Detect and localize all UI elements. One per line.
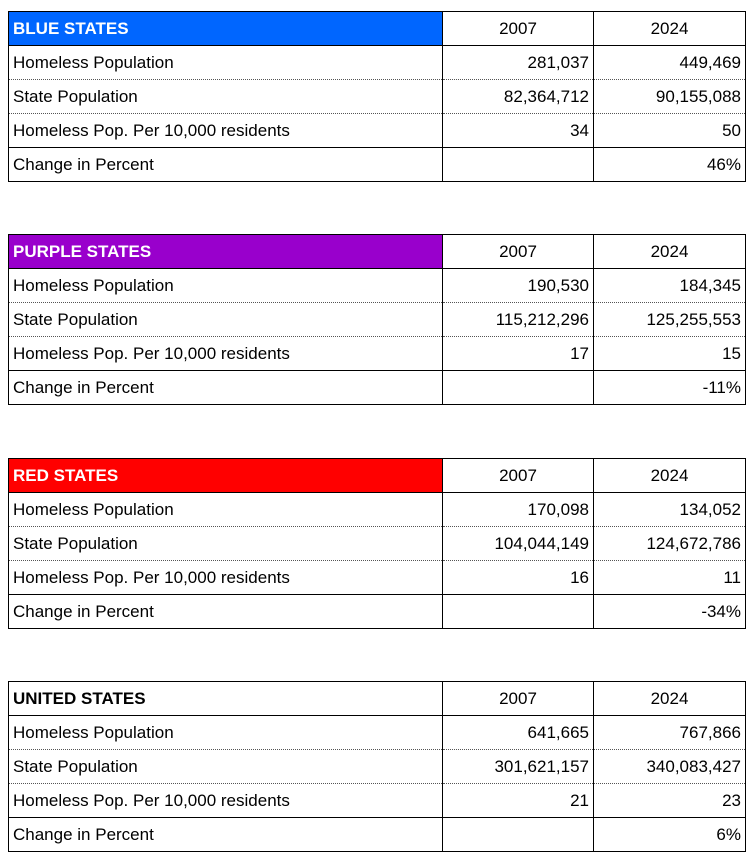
value-2007: 34 xyxy=(443,114,594,148)
value-2024: 767,866 xyxy=(594,716,746,750)
row-label: Homeless Population xyxy=(9,46,443,80)
value-2024: -34% xyxy=(594,595,746,629)
table-row xyxy=(9,561,746,595)
value-2007: 21 xyxy=(443,784,594,818)
table-row xyxy=(9,303,746,337)
row-label: State Population xyxy=(9,80,443,114)
row-label: State Population xyxy=(9,750,443,784)
table-row xyxy=(9,527,746,561)
table-row xyxy=(9,784,746,818)
table-row xyxy=(9,818,746,852)
year-header: 2007 xyxy=(443,12,594,46)
value-2024: 124,672,786 xyxy=(594,527,746,561)
table-row xyxy=(9,46,746,80)
year-header: 2024 xyxy=(594,12,746,46)
value-2024: 46% xyxy=(594,148,746,182)
value-2024: 134,052 xyxy=(594,493,746,527)
year-header: 2024 xyxy=(594,682,746,716)
value-2007: 104,044,149 xyxy=(443,527,594,561)
table-header-row xyxy=(9,12,746,46)
value-2024: 6% xyxy=(594,818,746,852)
value-2024: 15 xyxy=(594,337,746,371)
value-2007: 281,037 xyxy=(443,46,594,80)
value-2024: -11% xyxy=(594,371,746,405)
table-row xyxy=(9,750,746,784)
table-row xyxy=(9,337,746,371)
row-label: Change in Percent xyxy=(9,148,443,182)
row-label: State Population xyxy=(9,527,443,561)
value-2007: 641,665 xyxy=(443,716,594,750)
value-2007: 170,098 xyxy=(443,493,594,527)
row-label: Change in Percent xyxy=(9,818,443,852)
table-row xyxy=(9,371,746,405)
table-title: BLUE STATES xyxy=(9,12,443,46)
year-header: 2007 xyxy=(443,682,594,716)
table-row xyxy=(9,595,746,629)
value-2024: 125,255,553 xyxy=(594,303,746,337)
row-label: Homeless Pop. Per 10,000 residents xyxy=(9,784,443,818)
value-2007 xyxy=(443,818,594,852)
value-2007 xyxy=(443,148,594,182)
table-row xyxy=(9,114,746,148)
red-states-table xyxy=(8,458,746,629)
value-2024: 340,083,427 xyxy=(594,750,746,784)
value-2007: 190,530 xyxy=(443,269,594,303)
table-header-row xyxy=(9,235,746,269)
value-2007: 16 xyxy=(443,561,594,595)
table-header-row xyxy=(9,459,746,493)
year-header: 2024 xyxy=(594,235,746,269)
year-header: 2007 xyxy=(443,235,594,269)
table-row xyxy=(9,269,746,303)
value-2024: 23 xyxy=(594,784,746,818)
value-2024: 184,345 xyxy=(594,269,746,303)
year-header: 2024 xyxy=(594,459,746,493)
row-label: Homeless Population xyxy=(9,269,443,303)
table-title: PURPLE STATES xyxy=(9,235,443,269)
year-header: 2007 xyxy=(443,459,594,493)
value-2007: 115,212,296 xyxy=(443,303,594,337)
value-2024: 50 xyxy=(594,114,746,148)
value-2024: 11 xyxy=(594,561,746,595)
row-label: State Population xyxy=(9,303,443,337)
row-label: Homeless Population xyxy=(9,493,443,527)
table-header-row xyxy=(9,682,746,716)
purple-states-table xyxy=(8,234,746,405)
row-label: Homeless Pop. Per 10,000 residents xyxy=(9,337,443,371)
row-label: Homeless Pop. Per 10,000 residents xyxy=(9,561,443,595)
row-label: Change in Percent xyxy=(9,371,443,405)
blue-states-table xyxy=(8,11,746,182)
table-row xyxy=(9,716,746,750)
row-label: Homeless Population xyxy=(9,716,443,750)
value-2007 xyxy=(443,595,594,629)
value-2007: 82,364,712 xyxy=(443,80,594,114)
table-row xyxy=(9,80,746,114)
table-title: UNITED STATES xyxy=(9,682,443,716)
table-row xyxy=(9,148,746,182)
united-states-table xyxy=(8,681,746,852)
value-2007: 17 xyxy=(443,337,594,371)
value-2024: 449,469 xyxy=(594,46,746,80)
value-2024: 90,155,088 xyxy=(594,80,746,114)
value-2007: 301,621,157 xyxy=(443,750,594,784)
table-row xyxy=(9,493,746,527)
table-title: RED STATES xyxy=(9,459,443,493)
row-label: Homeless Pop. Per 10,000 residents xyxy=(9,114,443,148)
value-2007 xyxy=(443,371,594,405)
row-label: Change in Percent xyxy=(9,595,443,629)
